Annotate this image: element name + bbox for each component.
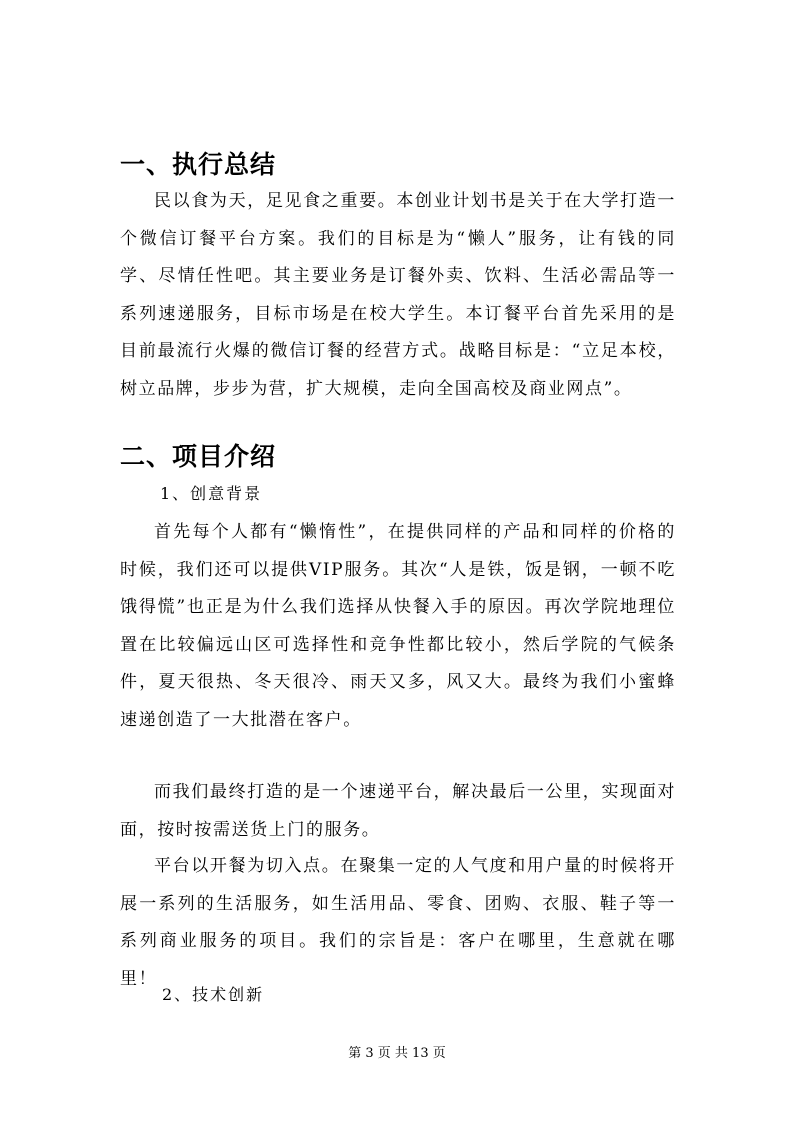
subheading-creative-background: 1、创意背景 xyxy=(160,484,263,503)
executive-summary-paragraph: 民以食为天，足见食之重要。本创业计划书是关于在大学打造一个微信订餐平台方案。我们的目标是为“懒人”服务，让有钱的同学、尽情任性吧。其主要业务是订餐外卖、饮料、生活必需品等一系列速递服务，目标市场是在校大学生。本订餐平台首先采用的是目前最流行火爆的微信订餐的经营方式。战略目标是：“立足本校，树立品牌，步步为营，扩大规模，走向全国高校及商业网点”。 xyxy=(120,191,676,399)
section-heading-executive-summary: 一、执行总结 xyxy=(120,150,277,179)
page-number-footer: 第 3 页 共 13 页 xyxy=(348,1046,446,1061)
subheading-technical-innovation: 2、技术创新 xyxy=(162,985,265,1004)
creative-background-paragraph-1: 首先每个人都有“懒惰性”，在提供同样的产品和同样的价格的时候，我们还可以提供VIP服务。其次“人是铁，饭是钢，一顿不吃饿得慌”也正是为什么我们选择从快餐入手的原因。再次学院地理位置在比较偏远山区可选择性和竞争性都比较小，然后学院的气候条件，夏天很热、冬天很冷、雨天又多，风又大。最终为我们小蜜蜂速递创造了一大批潜在客户。 xyxy=(120,522,676,730)
creative-background-paragraph-3: 平台以开餐为切入点。在聚集一定的人气度和用户量的时候将开展一系列的生活服务，如生活用品、零食、团购、衣服、鞋子等一系列商业服务的项目。我们的宗旨是：客户在哪里，生意就在哪里！ xyxy=(120,856,676,989)
creative-background-paragraph-2: 而我们最终打造的是一个速递平台，解决最后一公里，实现面对面，按时按需送货上门的服务。 xyxy=(120,782,676,840)
section-heading-project-intro: 二、项目介绍 xyxy=(120,442,277,471)
